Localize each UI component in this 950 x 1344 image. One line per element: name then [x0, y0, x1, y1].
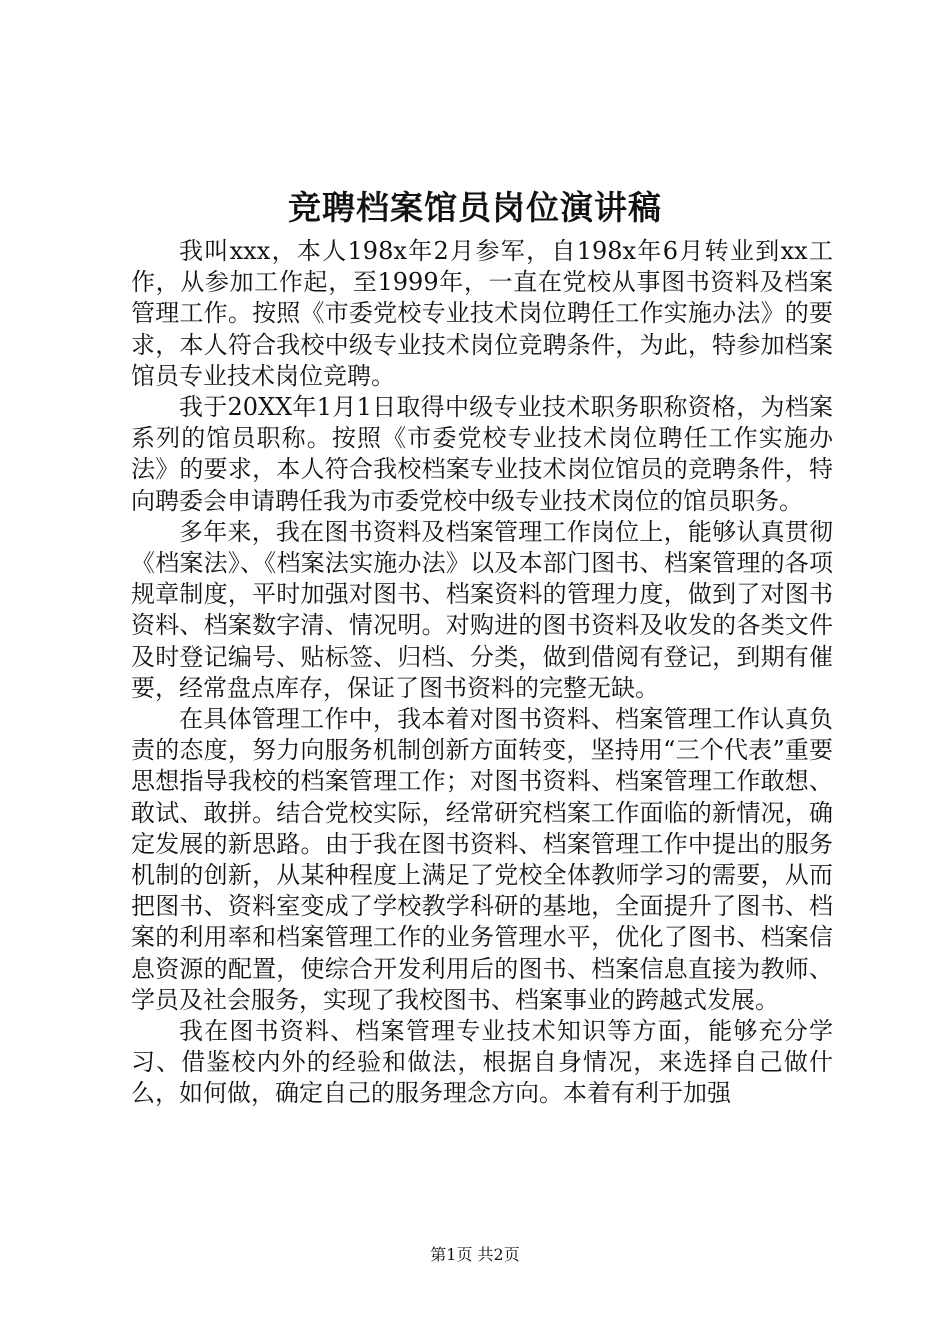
paragraph: 我叫xxx，本人198x年2月参军，自198x年6月转业到xx工作，从参加工作起，至1999年，一直在党校从事图书资料及档案管理工作。按照《市委党校专业技术岗位聘任工作实施办法》的要求，本人符合我校中级专业技术岗位竞聘条件，为此，特参加档案馆员专业技术岗位竞聘。 — [131, 237, 833, 390]
document-title: 竞聘档案馆员岗位演讲稿 — [288, 188, 662, 227]
paragraph: 多年来，我在图书资料及档案管理工作岗位上，能够认真贯彻《档案法》、《档案法实施办法》以及本部门图书、档案管理的各项规章制度，平时加强对图书、档案资料的管理力度，做到了对图书资料、档案数字清、情况明。对购进的图书资料及收发的各类文件及时登记编号、贴标签、归档、分类，做到借阅有登记，到期有催要，经常盘点库存，保证了图书资料的完整无缺。 — [131, 517, 833, 702]
paragraph: 我在图书资料、档案管理专业技术知识等方面，能够充分学习、借鉴校内外的经验和做法，根据自身情况，来选择自己做什么，如何做，确定自己的服务理念方向。本着有利于加强 — [131, 1017, 833, 1108]
paragraph: 我于20XX年1月1日取得中级专业技术职务职称资格，为档案系列的馆员职称。按照《市委党校专业技术岗位聘任工作实施办法》的要求，本人符合我校档案专业技术岗位馆员的竞聘条件，特向聘委会申请聘任我为市委党校中级专业技术岗位的馆员职务。 — [131, 393, 833, 515]
paragraph: 在具体管理工作中，我本着对图书资料、档案管理工作认真负责的态度，努力向服务机制创新方面转变，坚持用“三个代表”重要思想指导我校的档案管理工作；对图书资料、档案管理工作敢想、敢试、敢拼。结合党校实际，经常研究档案工作面临的新情况，确定发展的新思路。由于我在图书资料、档案管理工作中提出的服务机制的创新，从某种程度上满足了党校全体教师学习的需要，从而把图书、资料室变成了学校教学科研的基地，全面提升了图书、档案的利用率和档案管理工作的业务管理水平，优化了图书、档案信息资源的配置，使综合开发利用后的图书、档案信息直接为教师、学员及社会服务，实现了我校图书、档案事业的跨越式发展。 — [131, 705, 833, 1014]
page-footer: 第1页 共2页 — [430, 1245, 520, 1264]
document-body — [131, 236, 833, 1110]
